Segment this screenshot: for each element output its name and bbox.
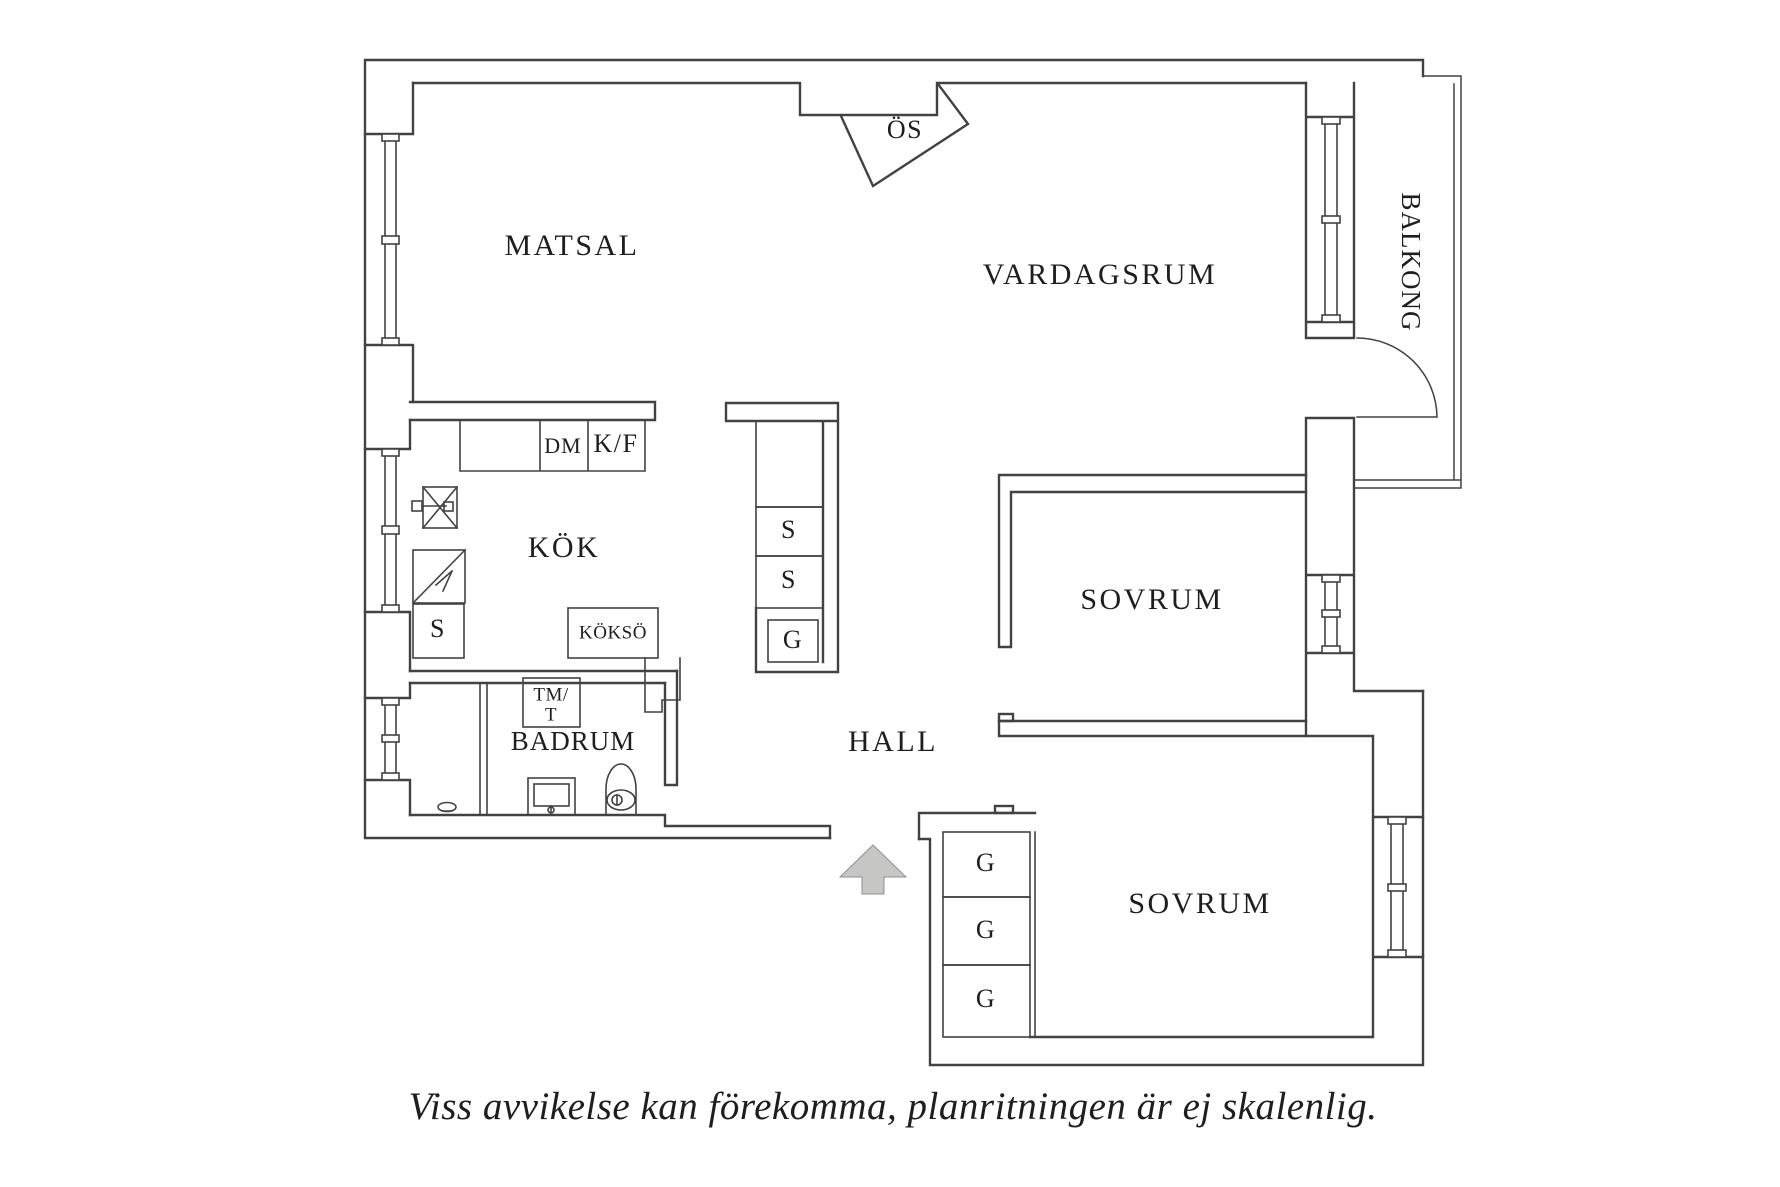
fixture-label-tmt-2: T [544,704,558,726]
room-label-badrum: BADRUM [510,726,636,757]
worktop-icon [413,550,465,603]
room-label-balkong: BALKONG [1395,192,1426,332]
entry-arrow [840,845,906,894]
window-vardagsrum-balkong [1322,117,1340,322]
window-badrum [382,698,399,780]
room-label-hall: HALL [848,724,938,758]
room-label-sovrum-1: SOVRUM [1080,582,1224,616]
sovrum2-door-jamb-top [999,714,1013,721]
fixture-label-skafferi: S [430,613,446,643]
disclaimer-caption: Viss avvikelse kan förekomma, planritningen är ej skalenlig. [408,1084,1378,1128]
closet-label-s2: S [781,564,797,594]
stove-icon [412,487,457,528]
fixture-label-kyl-frys: K/F [593,428,639,458]
window-kok [382,449,399,612]
floor-drain-icon [438,803,456,816]
top-wall-inner [413,83,1306,115]
fixture-label-diskmaskin: DM [544,433,582,459]
hall-south-wall [919,813,1035,839]
room-label-vardagsrum: VARDAGSRUM [982,257,1218,291]
fixture-label-oppen-spis: ÖS [886,114,924,144]
window-sovrum1 [1322,575,1340,653]
shower-partition [480,683,487,815]
bottom-wall-inner [410,815,830,838]
fixture-label-tmt-1: TM/ [533,684,569,706]
wardrobe-label-g2: G [975,914,997,944]
balcony-door-swing [1357,338,1437,417]
room-label-sovrum-2: SOVRUM [1128,886,1272,920]
sovrum2-door-jamb-bottom [995,806,1013,813]
closet-label-s1: S [781,514,797,544]
window-sovrum2 [1388,817,1406,957]
matsal-kok-wall [410,402,655,420]
toilet-icon [606,764,636,815]
washbasin-icon [528,778,575,815]
wardrobe-label-g1: G [975,847,997,877]
badrum-top-wall [410,671,677,683]
fixtures [412,420,1035,1037]
room-label-matsal: MATSAL [504,228,640,262]
room-label-kok: KÖK [527,530,601,564]
fixture-label-koksoe: KÖKSÖ [579,622,647,644]
closet-label-g: G [782,624,804,654]
labels [408,115,1425,1128]
wardrobe-label-g3: G [975,983,997,1013]
badrum-right-wall [665,671,677,785]
window-matsal [382,134,399,345]
